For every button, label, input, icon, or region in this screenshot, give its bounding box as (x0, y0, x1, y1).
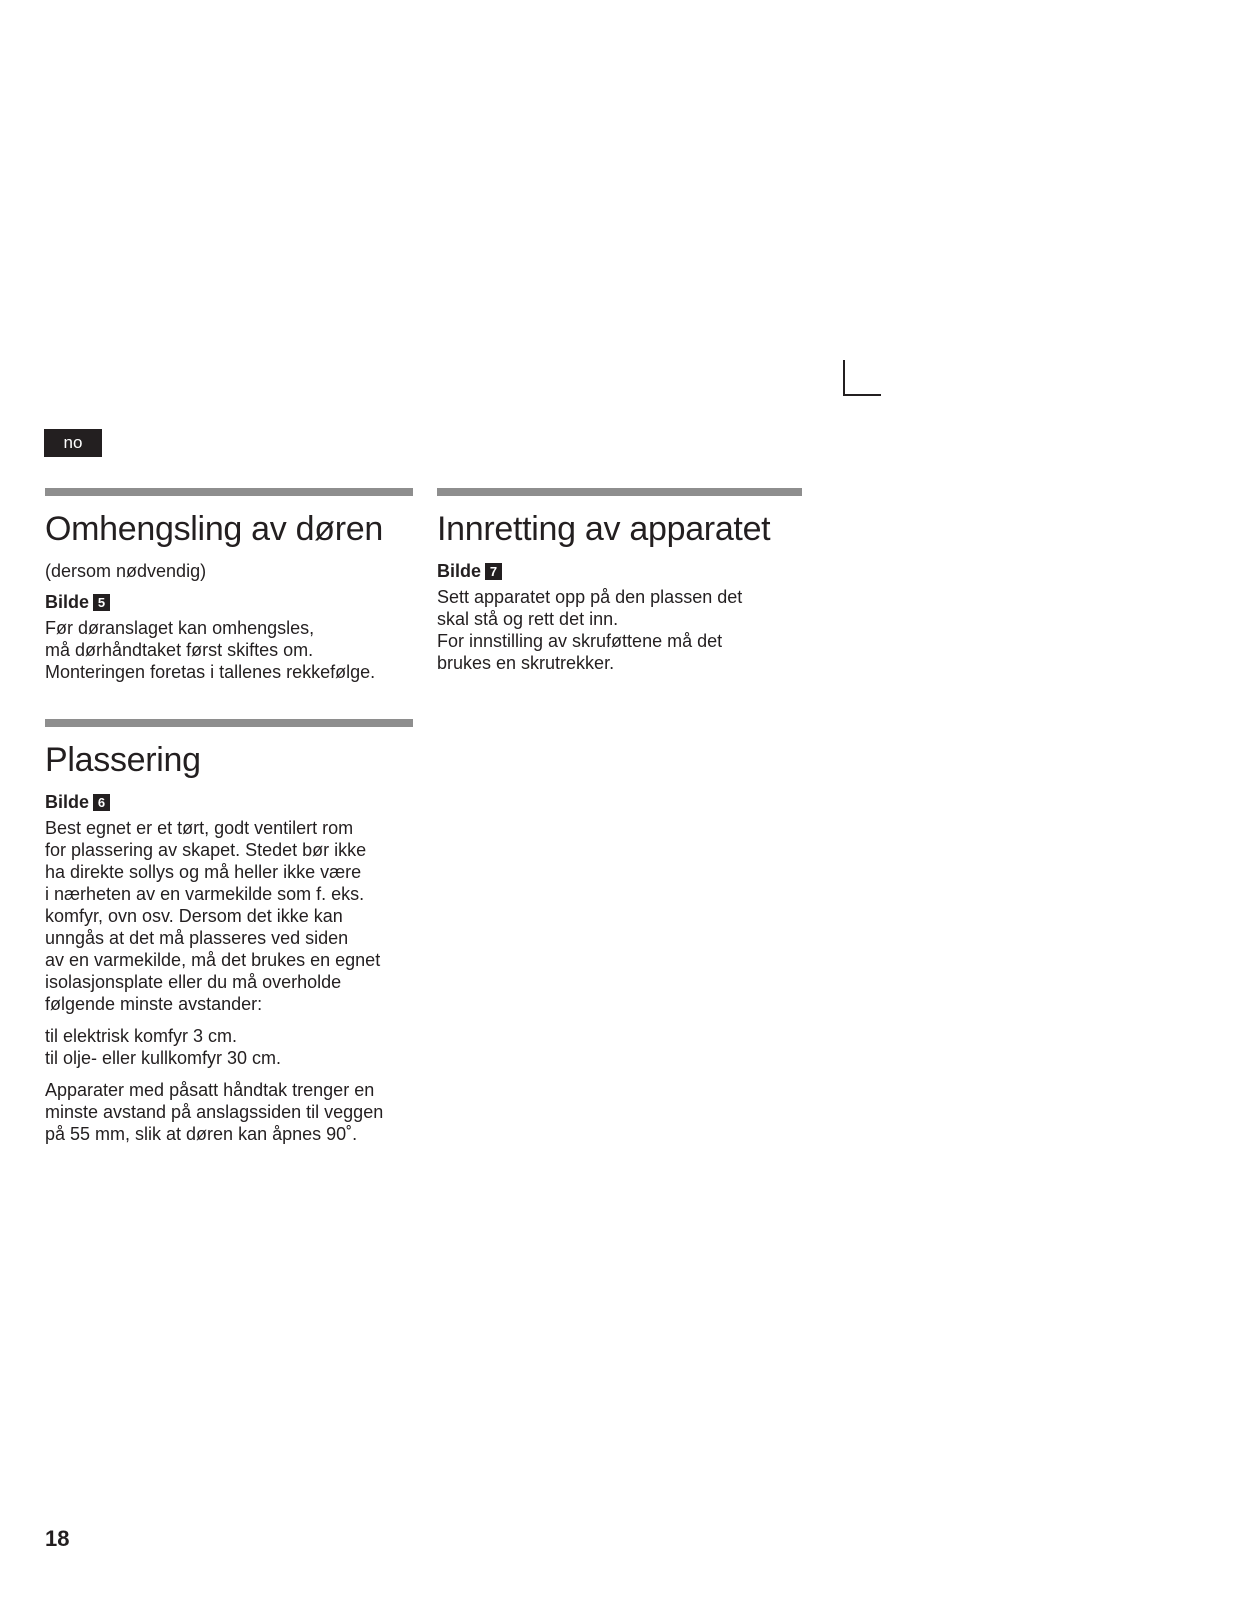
figure-reference (437, 561, 802, 582)
figure-number-badge: 7 (485, 563, 502, 580)
body-line: til olje- eller kullkomfyr 30 cm. (45, 1048, 282, 1069)
body-line: For innstilling av skruføttene må det (437, 631, 723, 652)
body-line: i nærheten av en varmekilde som f. eks. (45, 884, 365, 905)
crop-mark (843, 360, 881, 396)
section-divider-bar (437, 488, 802, 496)
body-line: på 55 mm, slik at døren kan åpnes 90˚. (45, 1124, 358, 1145)
section-body-paragraph-1 (45, 817, 413, 1015)
body-line: unngås at det må plasseres ved siden (45, 928, 349, 949)
section-body (45, 617, 413, 683)
body-line: Monteringen foretas i tallenes rekkefølge. (45, 662, 376, 683)
body-line: Sett apparatet opp på den plassen det (437, 587, 743, 608)
body-line: må dørhåndtaket først skiftes om. (45, 640, 314, 661)
figure-label: Bilde (45, 792, 90, 813)
section-body-paragraph-3 (45, 1079, 413, 1145)
section-placement (45, 719, 413, 1155)
section-body (437, 586, 802, 674)
section-body-paragraph-2 (45, 1025, 413, 1069)
body-line: skal stå og rett det inn. (437, 609, 619, 630)
section-title: Omhengsling av døren (45, 510, 383, 548)
figure-number-badge: 5 (93, 594, 110, 611)
language-tag: no (44, 429, 102, 457)
section-title: Plassering (45, 741, 201, 779)
body-line: brukes en skrutrekker. (437, 653, 615, 674)
body-line: isolasjonsplate eller du må overholde (45, 972, 342, 993)
figure-label: Bilde (45, 592, 90, 613)
body-line: Best egnet er et tørt, godt ventilert rom (45, 818, 354, 839)
section-title: Innretting av apparatet (437, 510, 771, 548)
body-line: Apparater med påsatt håndtak trenger en (45, 1080, 375, 1101)
body-line: minste avstand på anslagssiden til veggen (45, 1102, 384, 1123)
section-door-rehanging (45, 488, 413, 693)
figure-reference (45, 592, 413, 613)
figure-reference (45, 792, 413, 813)
body-line: ha direkte sollys og må heller ikke være (45, 862, 362, 883)
section-divider-bar (45, 719, 413, 727)
body-line: til elektrisk komfyr 3 cm. (45, 1026, 238, 1047)
body-line: komfyr, ovn osv. Dersom det ikke kan (45, 906, 343, 927)
body-line: av en varmekilde, må det brukes en egnet (45, 950, 381, 971)
body-line: følgende minste avstander: (45, 994, 263, 1015)
body-line: for plassering av skapet. Stedet bør ikke (45, 840, 367, 861)
figure-number-badge: 6 (93, 794, 110, 811)
section-subnote: (dersom nødvendig) (45, 561, 207, 582)
body-line: Før døranslaget kan omhengsles, (45, 618, 315, 639)
section-alignment (437, 488, 802, 684)
page-number: 18 (45, 1526, 70, 1551)
section-divider-bar (45, 488, 413, 496)
figure-label: Bilde (437, 561, 482, 582)
